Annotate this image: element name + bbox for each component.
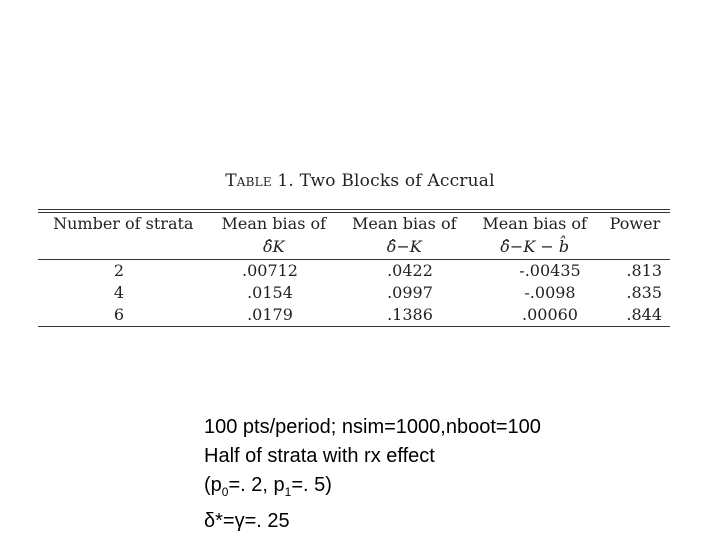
table-cell: .844 xyxy=(626,305,662,324)
header-cell: Mean bias of xyxy=(482,214,587,233)
caption-title: Two Blocks of Accrual xyxy=(299,171,495,191)
note-text: =. 2, p xyxy=(228,474,285,496)
header-cell: Mean bias of xyxy=(221,214,327,233)
header-cell: Number of strata xyxy=(53,214,194,233)
caption-label: Table 1. xyxy=(225,171,295,191)
bottom-rule xyxy=(38,326,670,327)
table-cell: .835 xyxy=(626,283,662,302)
table-cell: 2 xyxy=(113,261,125,280)
header-cell: Mean bias of xyxy=(351,214,457,233)
results-table xyxy=(38,209,670,327)
note-line-params xyxy=(204,471,541,507)
subheader-cell xyxy=(38,235,209,259)
table-cell: 4 xyxy=(113,283,125,302)
note-line: Half of strata with rx effect xyxy=(204,445,435,467)
subheader-row xyxy=(38,235,670,259)
table-cell: .0997 xyxy=(387,283,433,302)
note-line: δ*=γ=. 25 xyxy=(204,510,290,532)
subheader-cell: δ̂K xyxy=(262,237,285,256)
table-cell: 6 xyxy=(113,305,125,324)
note-subscript: 0 xyxy=(221,485,229,499)
table-cell: .813 xyxy=(626,261,662,280)
table-row xyxy=(38,304,670,326)
table-cell: .1386 xyxy=(387,305,433,324)
table-caption xyxy=(0,171,720,191)
header-row xyxy=(38,213,670,235)
note-text: (p xyxy=(204,474,222,496)
note-subscript: 1 xyxy=(284,485,292,499)
simulation-notes xyxy=(204,413,541,536)
table-cell: .0422 xyxy=(387,261,433,280)
table-cell: .0179 xyxy=(247,305,293,324)
table-cell: .0154 xyxy=(247,283,293,302)
table-cell: .00712 xyxy=(242,261,298,280)
table-cell: .00060 xyxy=(522,305,578,324)
header-cell: Power xyxy=(609,214,661,233)
table-cell: -.0098 xyxy=(524,283,576,302)
table-cell: -.00435 xyxy=(519,261,581,280)
subheader-cell xyxy=(600,235,670,259)
note-text: =. 5) xyxy=(291,474,332,496)
note-line: 100 pts/period; nsim=1000,nboot=100 xyxy=(204,416,541,438)
table-row xyxy=(38,282,670,304)
subheader-cell: δ̂−K − b̂ xyxy=(500,237,570,256)
table-row xyxy=(38,260,670,282)
subheader-cell: δ̂−K xyxy=(386,237,422,256)
